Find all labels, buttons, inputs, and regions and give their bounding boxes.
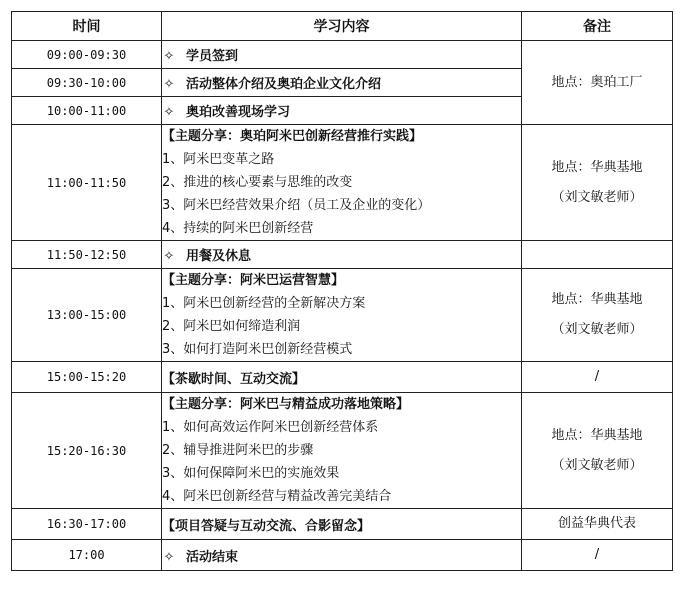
time-cell: 17:00 [12, 540, 162, 571]
time-cell: 11:50-12:50 [12, 241, 162, 269]
list-item: 1、阿米巴创新经营的全新解决方案 [162, 296, 366, 311]
note-location: 地点：华典基地 [551, 159, 643, 175]
time-cell: 11:00-11:50 [12, 125, 162, 241]
table-row [12, 393, 673, 509]
note-cell: 地点：奥珀工厂 [522, 41, 673, 125]
note-teacher: （刘文敏老师） [551, 457, 643, 473]
item-text: 活动整体介绍及奥珀企业文化介绍 [186, 77, 382, 92]
list-item: 4、持续的阿米巴创新经营 [162, 221, 314, 236]
note-cell [522, 125, 673, 241]
list-item: 3、阿米巴经营效果介绍（员工及企业的变化） [162, 198, 431, 213]
note-cell [522, 241, 673, 269]
note-cell: / [522, 540, 673, 571]
bullet-icon: ✧ [163, 105, 175, 120]
content-cell [162, 269, 522, 362]
table-row [12, 269, 673, 362]
content-cell [162, 69, 522, 97]
item-text: 奥珀改善现场学习 [186, 105, 291, 120]
list-item: 4、阿米巴创新经营与精益改善完美结合 [162, 489, 392, 504]
list-item: 2、辅导推进阿米巴的步骤 [162, 443, 314, 458]
note-location: 地点：华典基地 [551, 427, 643, 443]
content-cell [162, 540, 522, 571]
item-text: 活动结束 [186, 549, 239, 565]
note-cell: / [522, 362, 673, 393]
time-cell: 16:30-17:00 [12, 509, 162, 540]
bullet-icon: ✧ [163, 549, 175, 565]
content-cell: 【项目答疑与互动交流、合影留念】 [162, 509, 522, 540]
header-time: 时间 [12, 12, 162, 41]
note-teacher: （刘文敏老师） [551, 322, 643, 337]
time-cell: 10:00-11:00 [12, 97, 162, 125]
list-item: 3、如何保障阿米巴的实施效果 [162, 466, 340, 481]
session-title: 【主题分享：阿米巴与精益成功落地策略】 [162, 397, 410, 412]
table-row [12, 540, 673, 571]
note-teacher: （刘文敏老师） [551, 189, 643, 205]
schedule-table [11, 11, 673, 571]
note-cell [522, 393, 673, 509]
item-text: 学员签到 [186, 49, 239, 64]
time-cell: 15:20-16:30 [12, 393, 162, 509]
table-row [12, 362, 673, 393]
content-cell: 【茶歇时间、互动交流】 [162, 362, 522, 393]
list-item: 2、推进的核心要素与思维的改变 [162, 175, 353, 190]
time-cell: 09:30-10:00 [12, 69, 162, 97]
header-note: 备注 [522, 12, 673, 41]
time-cell: 13:00-15:00 [12, 269, 162, 362]
table-row [12, 41, 673, 69]
note-location: 地点：华典基地 [551, 292, 643, 307]
time-cell: 09:00-09:30 [12, 41, 162, 69]
note-cell: 创益华典代表 [522, 509, 673, 540]
session-title: 【主题分享：阿米巴运营智慧】 [162, 273, 345, 288]
session-title: 【主题分享：奥珀阿米巴创新经营推行实践】 [162, 129, 423, 144]
time-cell: 15:00-15:20 [12, 362, 162, 393]
list-item: 3、如何打造阿米巴创新经营模式 [162, 342, 353, 357]
list-item: 1、阿米巴变革之路 [162, 152, 275, 167]
table-row [12, 509, 673, 540]
content-cell [162, 393, 522, 509]
bullet-icon: ✧ [163, 77, 175, 92]
bullet-icon: ✧ [163, 49, 175, 64]
table-row [12, 241, 673, 269]
header-content: 学习内容 [162, 12, 522, 41]
content-cell [162, 241, 522, 269]
content-cell [162, 97, 522, 125]
note-cell [522, 269, 673, 362]
list-item: 2、阿米巴如何缔造利润 [162, 319, 301, 334]
bullet-icon: ✧ [163, 249, 175, 264]
table-row [12, 125, 673, 241]
list-item: 1、如何高效运作阿米巴创新经营体系 [162, 420, 379, 435]
content-cell [162, 41, 522, 69]
header-row [12, 12, 673, 41]
item-text: 用餐及休息 [186, 249, 252, 264]
content-cell [162, 125, 522, 241]
